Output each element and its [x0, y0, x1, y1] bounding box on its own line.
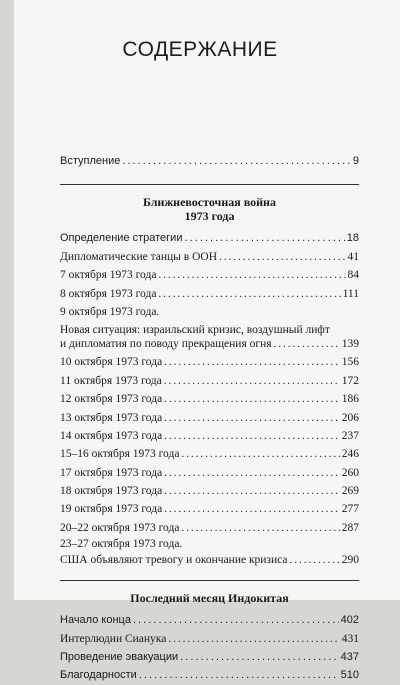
section-divider: [60, 580, 359, 581]
toc-entry-label: 9 октября 1973 года.: [60, 305, 160, 318]
toc-entry-page: 237: [341, 429, 359, 442]
dot-leader: [181, 519, 339, 537]
toc-entry[interactable]: [60, 303, 359, 321]
toc-entry-intro[interactable]: [60, 152, 359, 170]
toc-entry[interactable]: [60, 648, 359, 666]
toc-entry[interactable]: [60, 353, 359, 371]
toc-entry[interactable]: [60, 552, 359, 568]
section-heading-line: 1973 года: [184, 209, 235, 224]
toc-entry[interactable]: [60, 537, 359, 552]
toc-entry[interactable]: [60, 229, 359, 247]
toc-entry-page: 206: [341, 411, 359, 424]
dot-leader: [290, 552, 340, 568]
dot-leader: [184, 229, 344, 247]
toc-entry-label: 13 октября 1973 года: [60, 411, 163, 424]
toc-entry-page: 277: [341, 503, 359, 516]
toc-entry-label: США объявляют тревогу и окончание кризиса: [60, 554, 288, 567]
table-of-contents: [60, 152, 359, 685]
toc-entry-label: Проведение эвакуации: [60, 651, 179, 664]
dot-leader: [158, 266, 345, 284]
toc-entry-page: 287: [341, 521, 359, 534]
dot-leader: [168, 630, 339, 648]
toc-entry-label: Определение стратегии: [60, 232, 183, 245]
toc-entry-page: 437: [340, 651, 359, 664]
toc-entry-label: Вступление: [60, 155, 121, 167]
toc-entry-page: 84: [347, 269, 359, 282]
toc-entry-page: 246: [341, 448, 359, 461]
dot-leader: [139, 666, 339, 684]
toc-entry-label: 14 октября 1973 года: [60, 429, 163, 442]
toc-entry-page: 111: [342, 287, 359, 300]
dot-leader: [164, 390, 340, 408]
toc-entry[interactable]: [60, 372, 359, 390]
toc-entry[interactable]: [60, 390, 359, 408]
toc-entry-label: 19 октября 1973 года: [60, 503, 163, 516]
toc-entry[interactable]: [60, 630, 359, 648]
toc-entry-label: 11 октября 1973 года: [60, 374, 162, 387]
toc-entry-page: 510: [340, 669, 359, 682]
toc-entry-page: 18: [346, 232, 359, 245]
toc-entry-label: 12 октября 1973 года: [60, 393, 163, 406]
dot-leader: [164, 500, 340, 518]
toc-entry-label: 15–16 октября 1973 года: [60, 448, 180, 461]
dot-leader: [219, 248, 345, 266]
toc-entry-label: Новая ситуация: израильский кризис, воздушный лифт: [60, 324, 330, 337]
toc-entry-page: 9: [352, 155, 359, 167]
toc-entry-page: 290: [341, 554, 359, 567]
toc-entry[interactable]: [60, 445, 359, 463]
dot-leader: [164, 353, 340, 371]
toc-entry-page: 186: [341, 393, 359, 406]
toc-entry[interactable]: [60, 266, 359, 284]
dot-leader: [164, 482, 340, 500]
toc-entry-label: Интерлюдии Сианука: [60, 632, 167, 645]
dot-leader: [274, 337, 340, 351]
section-heading-indochina: Последний месяц Индокитая: [130, 591, 289, 606]
toc-entry-page: 41: [347, 250, 359, 263]
toc-entry[interactable]: [60, 248, 359, 266]
dot-leader: [122, 152, 351, 170]
section-divider: [60, 184, 359, 185]
toc-entry-page: 269: [341, 485, 359, 498]
dot-leader: [164, 427, 340, 445]
dot-leader: [181, 445, 339, 463]
toc-entry-page: 172: [341, 374, 359, 387]
toc-entry[interactable]: [60, 482, 359, 500]
toc-entry-label: и дипломатия по поводу прекращения огня: [60, 338, 272, 351]
toc-entry[interactable]: [60, 611, 359, 629]
dot-leader: [164, 372, 340, 390]
toc-entry[interactable]: [60, 666, 359, 684]
toc-entry-page: 260: [341, 466, 359, 479]
toc-entry-page: 139: [341, 338, 359, 351]
toc-entry-label: 17 октября 1973 года: [60, 466, 163, 479]
section-heading-line: Ближневосточная война: [143, 195, 276, 210]
dot-leader: [164, 464, 340, 482]
page-title: СОДЕРЖАНИЕ: [122, 38, 278, 61]
toc-entry-label: 18 октября 1973 года: [60, 485, 163, 498]
dot-leader: [180, 648, 339, 666]
toc-entry-label: Начало конца: [60, 614, 131, 627]
toc-entry-multiline[interactable]: [60, 321, 359, 353]
toc-entry-page: 402: [340, 614, 359, 627]
dot-leader: [133, 611, 339, 629]
dot-leader: [158, 285, 340, 303]
toc-entry[interactable]: [60, 500, 359, 518]
toc-entry-label: Дипломатические танцы в ООН: [60, 250, 218, 263]
toc-entry-label: Благодарности: [60, 669, 137, 682]
section-heading-middle-east: [60, 195, 359, 223]
toc-entry[interactable]: [60, 464, 359, 482]
toc-entry-label: 7 октября 1973 года: [60, 269, 157, 282]
toc-entry[interactable]: [60, 409, 359, 427]
toc-entry-label: 23–27 октября 1973 года.: [60, 538, 183, 551]
toc-entry[interactable]: [60, 285, 359, 303]
toc-entry-label: 20–22 октября 1973 года: [60, 521, 180, 534]
toc-entry-page: 431: [341, 632, 359, 645]
toc-entry[interactable]: [60, 519, 359, 537]
dot-leader: [164, 409, 340, 427]
toc-entry-label: 10 октября 1973 года: [60, 356, 163, 369]
toc-entry-label: 8 октября 1973 года: [60, 287, 157, 300]
toc-entry-page: 156: [341, 356, 359, 369]
toc-entry[interactable]: [60, 427, 359, 445]
